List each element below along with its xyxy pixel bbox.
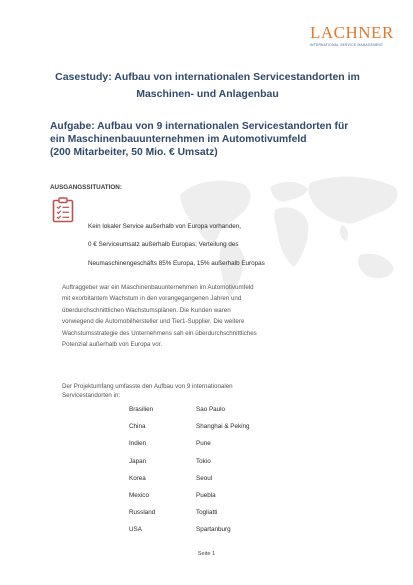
location-country: Indien xyxy=(129,440,147,448)
location-city: Puebla xyxy=(196,491,216,499)
task-line-1: Aufgabe: Aufbau von 9 internationalen Servicestandorten für xyxy=(50,121,349,132)
paragraph-line: Potenzial außerhalb von Europa vor. xyxy=(62,341,163,349)
logo-wordmark: LACHNER xyxy=(310,23,394,42)
location-country: China xyxy=(129,423,146,431)
location-city: Shanghai & Peking xyxy=(196,423,250,431)
situation-point-1: Kein lokaler Service außerhalb von Europa vorhanden, xyxy=(88,223,241,230)
location-city: Togliatti xyxy=(196,509,218,517)
location-country: Russland xyxy=(129,509,156,517)
location-country: Brasilien xyxy=(129,406,154,413)
task-line-3: (200 Mitarbeiter, 50 Mio. € Umsatz) xyxy=(50,147,218,158)
project-scope xyxy=(62,382,362,400)
location-city: Seoul xyxy=(196,474,213,482)
scope-line-1: Der Projektumfang umfasste den Aufbau von 9 internationalen xyxy=(62,383,233,390)
paragraph-line: Auftraggeber war ein Maschinenbauunternehmen im Automotivumfeld xyxy=(62,284,254,291)
case-study-title xyxy=(40,69,375,103)
task-line-2: ein Maschinenbauunternehmen im Automotivumfeld xyxy=(50,134,307,145)
location-city: Pune xyxy=(196,440,211,448)
paragraph-line: Wachstumsstrategie des Unternehmens sah ein überdurchschnittliches xyxy=(62,329,257,337)
case-title-line-1: Casestudy: Aufbau von internationalen Servicestandorten im xyxy=(55,71,360,83)
logo-tagline: INTERNATIONAL SERVICE MANAGEMENT xyxy=(310,43,384,47)
lachner-logo xyxy=(310,23,394,47)
location-city: Tokio xyxy=(196,457,211,465)
clipboard-checklist-icon xyxy=(52,197,74,223)
location-city: Sao Paulo xyxy=(196,406,226,413)
paragraph-line: mit exorbitantem Wachstum in den vorangegangenen Jahren und xyxy=(62,295,242,303)
paragraph-line: vorwiegend die Automobilhersteller und Tier1-Supplier. Die weitere xyxy=(62,318,245,326)
case-title-line-2: Maschinen- und Anlagenbau xyxy=(136,88,279,100)
page-number: Seite 1 xyxy=(197,551,216,557)
location-city: Spartanburg xyxy=(196,526,231,534)
location-country: Mexico xyxy=(129,491,149,499)
situation-point-3: Neumaschinengeschäfts 85% Europa, 15% außerhalb Europas xyxy=(88,260,265,267)
location-country: Korea xyxy=(129,474,146,482)
paragraph-line: überdurchschnittlichen Wachstumsplänen. Die Kunden waren xyxy=(62,306,231,314)
scope-line-2: Servicestandorten in: xyxy=(62,392,121,399)
task-heading xyxy=(50,120,390,159)
location-country: USA xyxy=(129,526,142,534)
location-country: Japan xyxy=(129,457,147,465)
situation-label: AUSGANGSSITUATION: xyxy=(50,184,122,191)
client-description xyxy=(62,282,362,350)
situation-point-2: 0 € Serviceumsatz außerhalb Europas; Verteilung des xyxy=(88,241,239,248)
